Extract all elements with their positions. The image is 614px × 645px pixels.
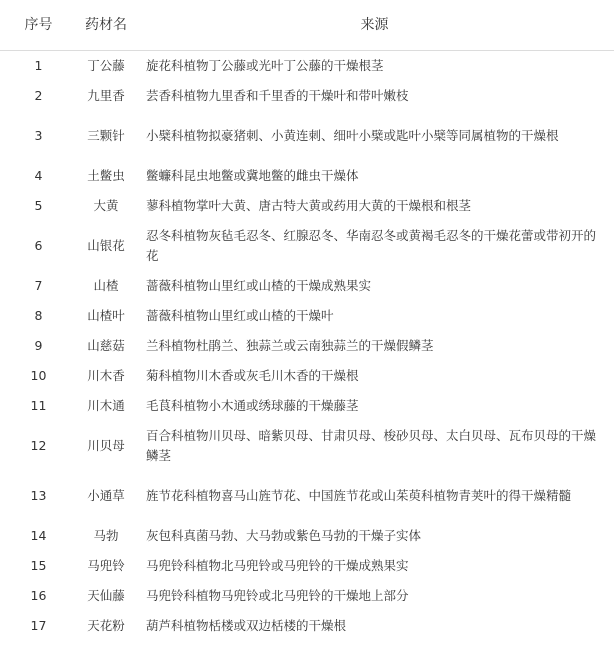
table-row	[0, 51, 614, 82]
row-name: 土鳖虫	[87, 168, 125, 183]
row-source: 鳖蠊科昆虫地鳖或冀地鳖的雌虫干燥体	[146, 168, 359, 183]
row-source: 葫芦科植物栝楼或双边栝楼的干燥根	[146, 618, 347, 633]
table-row	[0, 581, 614, 611]
row-index: 17	[30, 618, 47, 633]
row-index: 12	[30, 438, 47, 453]
row-index: 1	[34, 58, 43, 73]
table-row	[0, 391, 614, 421]
row-index: 16	[30, 588, 47, 603]
row-index: 8	[34, 308, 43, 323]
row-index: 13	[30, 488, 47, 503]
row-source: 旌节花科植物喜马山旌节花、中国旌节花或山茱萸科植物青荚叶的得干燥精髓	[146, 488, 572, 503]
row-source: 蓼科植物掌叶大黄、唐古特大黄或药用大黄的干燥根和根茎	[146, 198, 472, 213]
row-source: 百合科植物川贝母、暗紫贝母、甘肃贝母、梭砂贝母、太白贝母、瓦布贝母的干燥鳞茎	[146, 428, 597, 463]
header-name: 药材名	[77, 0, 135, 51]
row-index: 4	[34, 168, 43, 183]
row-name: 丁公藤	[87, 58, 125, 73]
table-row	[0, 421, 614, 471]
table-row	[0, 611, 614, 641]
row-source: 蔷薇科植物山里红或山楂的干燥叶	[146, 308, 334, 323]
row-index: 2	[34, 88, 43, 103]
table-row	[0, 191, 614, 221]
table-row	[0, 551, 614, 581]
table-row	[0, 301, 614, 331]
row-index: 10	[30, 368, 47, 383]
row-name: 山银花	[87, 238, 125, 253]
row-name: 山楂	[93, 278, 119, 293]
row-source: 毛茛科植物小木通或绣球藤的干燥藤茎	[146, 398, 359, 413]
row-name: 马兜铃	[87, 558, 125, 573]
row-name: 三颗针	[87, 128, 125, 143]
table-row	[0, 471, 614, 521]
table-row	[0, 161, 614, 191]
row-name: 大黄	[93, 198, 119, 213]
row-index: 7	[34, 278, 43, 293]
row-name: 天花粉	[87, 618, 125, 633]
table-row	[0, 361, 614, 391]
row-name: 马勃	[93, 528, 119, 543]
row-name: 小通草	[87, 488, 125, 503]
row-index: 3	[34, 128, 43, 143]
row-source: 蔷薇科植物山里红或山楂的干燥成熟果实	[146, 278, 372, 293]
table-row	[0, 111, 614, 161]
table-row	[0, 271, 614, 301]
row-source: 兰科植物杜鹃兰、独蒜兰或云南独蒜兰的干燥假鳞茎	[146, 338, 434, 353]
row-index: 5	[34, 198, 43, 213]
row-name: 川木通	[87, 398, 125, 413]
row-source: 马兜铃科植物北马兜铃或马兜铃的干燥成熟果实	[146, 558, 409, 573]
table-row	[0, 521, 614, 551]
row-name: 山慈菇	[87, 338, 125, 353]
header-source: 来源	[135, 0, 614, 51]
row-name: 山楂叶	[87, 308, 125, 323]
row-index: 15	[30, 558, 47, 573]
row-source: 芸香科植物九里香和千里香的干燥叶和带叶嫩枝	[146, 88, 409, 103]
row-index: 9	[34, 338, 43, 353]
row-source: 菊科植物川木香或灰毛川木香的干燥根	[146, 368, 359, 383]
header-index: 序号	[0, 0, 77, 51]
row-source: 小檗科植物拟豪猪刺、小黄连刺、细叶小檗或匙叶小檗等同属植物的干燥根	[146, 128, 559, 143]
table-row	[0, 81, 614, 111]
row-source: 马兜铃科植物马兜铃或北马兜铃的干燥地上部分	[146, 588, 409, 603]
row-index: 14	[30, 528, 47, 543]
row-name: 川木香	[87, 368, 125, 383]
table-row	[0, 221, 614, 271]
row-index: 11	[30, 398, 47, 413]
table-row	[0, 331, 614, 361]
row-name: 天仙藤	[87, 588, 125, 603]
row-name: 川贝母	[87, 438, 125, 453]
row-source: 忍冬科植物灰毡毛忍冬、红腺忍冬、华南忍冬或黄褐毛忍冬的干燥花蕾或带初开的花	[146, 228, 597, 263]
row-source: 旋花科植物丁公藤或光叶丁公藤的干燥根茎	[146, 58, 384, 73]
row-source: 灰包科真菌马勃、大马勃或紫色马勃的干燥子实体	[146, 528, 422, 543]
row-name: 九里香	[87, 88, 125, 103]
row-index: 6	[34, 238, 43, 253]
table-header-row	[0, 0, 614, 51]
